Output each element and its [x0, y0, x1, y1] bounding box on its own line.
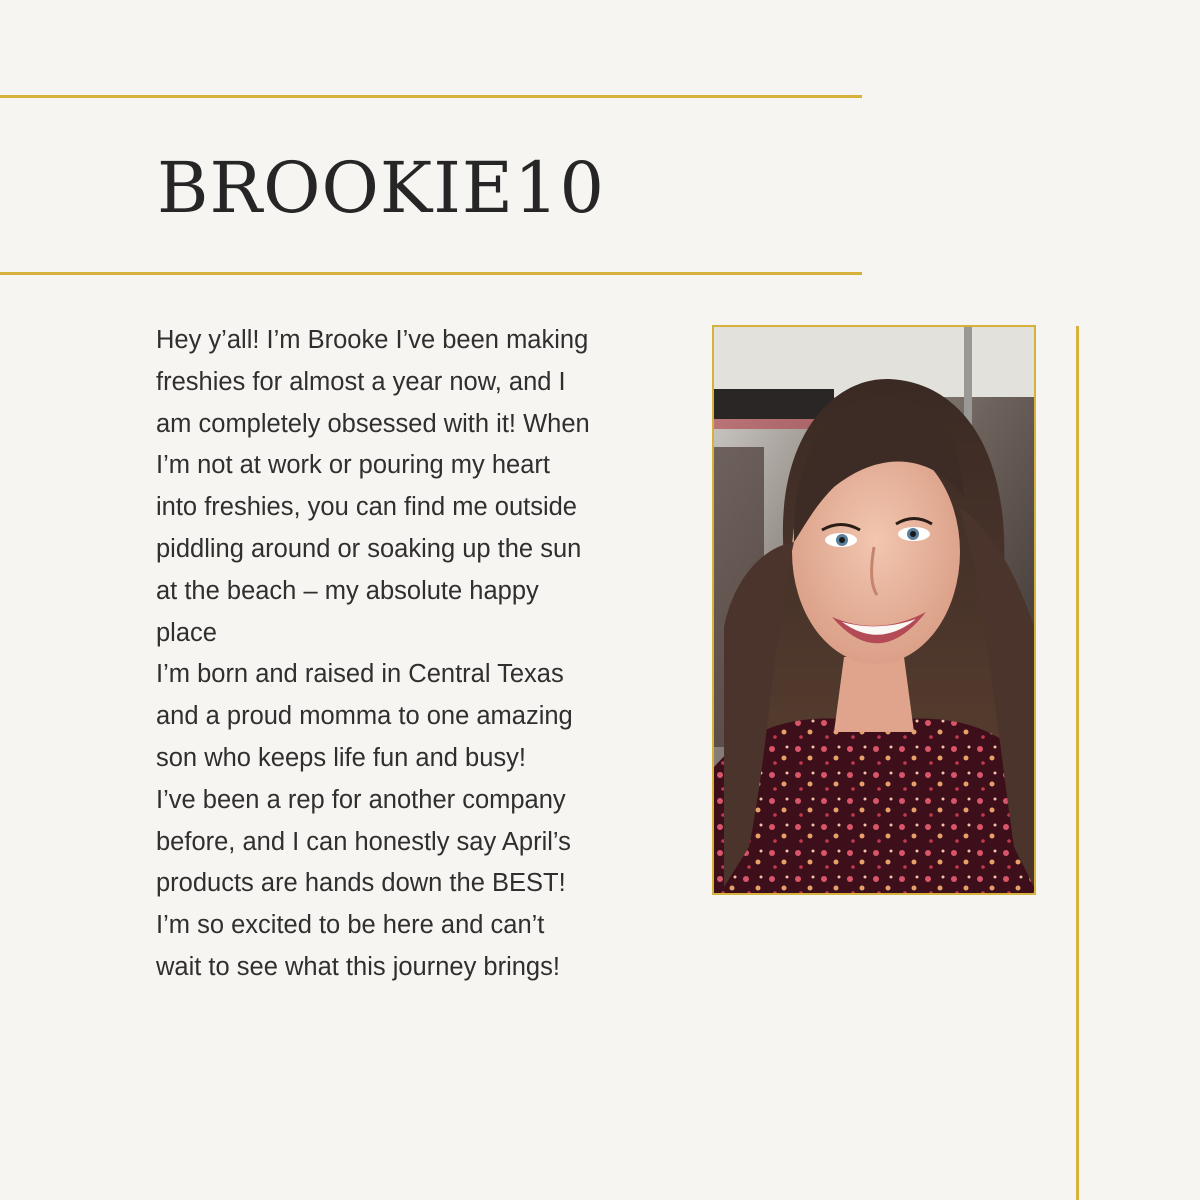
bio-paragraph-rep: I’ve been a rep for another company before, and I can honestly say April’s products are hands down the BEST! I’m so excited to be here and can’t wait to see what this journey brings! — [156, 785, 571, 981]
profile-photo — [712, 325, 1036, 895]
right-gold-vertical-line — [1076, 326, 1079, 1200]
portrait-illustration — [714, 327, 1034, 893]
top-gold-divider — [0, 95, 862, 98]
bio-paragraph-family: I’m born and raised in Central Texas and a proud momma to one amazing son who keeps life fun and busy! — [156, 660, 573, 772]
bio-text — [156, 320, 596, 989]
page-title: BROOKIE10 — [157, 147, 606, 229]
bottom-gold-divider — [0, 272, 862, 275]
bio-paragraph-intro: Hey y’all! I’m Brooke I’ve been making freshies for almost a year now, and I am completely obsessed with it! When I’m not at work or pouring my heart into freshies, you can find me outside piddling around or soaking up the sun at the beach – my absolute happy place — [156, 326, 590, 647]
